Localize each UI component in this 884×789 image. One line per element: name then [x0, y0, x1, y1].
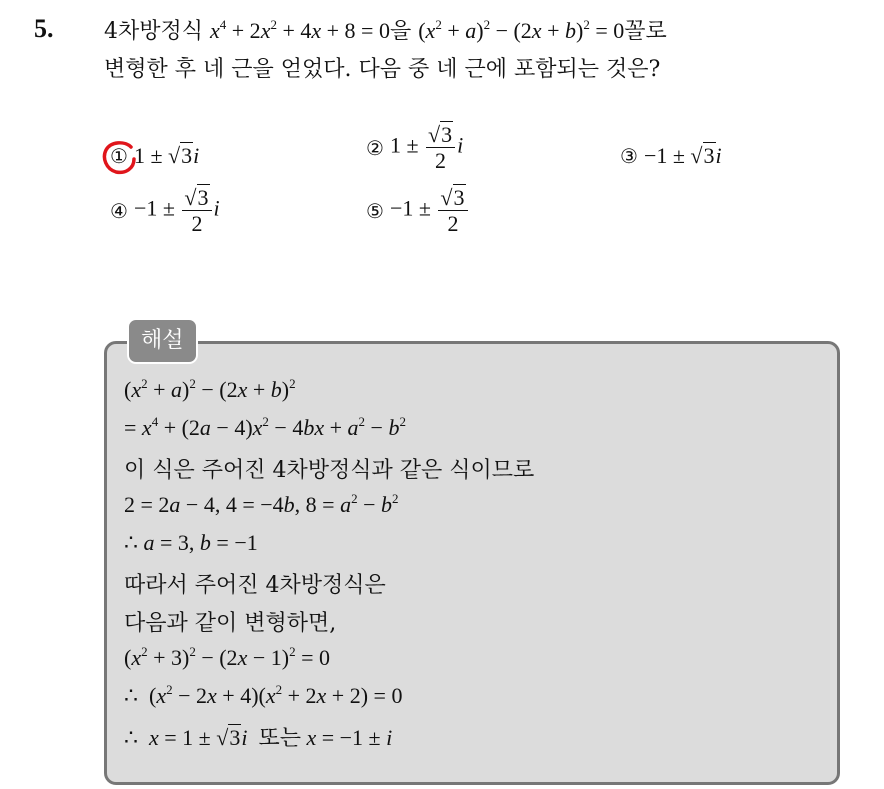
question-form: $(x^2 + a)^2 - (2x + b)^2 = 0$: [418, 17, 625, 43]
question-number: 5.: [34, 14, 54, 43]
option-5[interactable]: [366, 186, 470, 235]
solution-line-5: ∴ a = 3, b = −1: [124, 530, 258, 555]
option-1-mark: ①: [110, 144, 128, 168]
option-5-value: −1 ± $\frac{√3}{2}$: [390, 186, 470, 235]
option-5-mark: ⑤: [366, 198, 384, 223]
option-4[interactable]: [110, 186, 220, 235]
question-equation: $x^4 + 2x^2 + 4x + 8 = 0$: [210, 17, 390, 43]
option-4-mark: ④: [110, 198, 128, 223]
option-3[interactable]: [620, 143, 722, 169]
solution-line-4: 2 = 2a − 4, 4 = −4b, $8 = a^2 - b^2$: [124, 491, 399, 517]
option-1-value: 1 ± √3i: [133, 143, 200, 168]
solution-line-6: 따라서 주어진 4차방정식은: [124, 573, 386, 598]
solution-tag: 해설: [127, 318, 198, 364]
question-line1-mid: 을: [389, 19, 419, 44]
option-3-value: −1 ± √3i: [643, 143, 722, 168]
option-2-value: 1 ± $\frac{√3}{2}$ i: [389, 122, 464, 174]
option-1[interactable]: [110, 143, 199, 169]
solution-line-8: $(x^2 + 3)^2 - (2x - 1)^2 = 0$: [124, 644, 330, 670]
option-3-mark: ③: [620, 144, 638, 168]
solution-line-2: = $x^4 + (2a - 4)x^2 - 4bx + a^2 - b^2$: [124, 414, 406, 440]
solution-line-1: $(x^2 + a)^2 - (2x + b)^2$: [124, 376, 296, 402]
solution-line-7: 다음과 같이 변형하면,: [124, 611, 337, 636]
question-line1-post: 꼴로: [624, 19, 667, 44]
option-4-value: −1 ± $\frac{√3}{2}$ i: [133, 185, 220, 237]
solution-line-10: ∴ x = 1 ± √3i 또는 x = −1 ± i: [124, 725, 393, 751]
question-line1-pre-visible: 4차방정식: [104, 19, 210, 44]
solution-box: [104, 341, 840, 785]
option-2-mark: ②: [366, 135, 384, 160]
solution-line-3: 이 식은 주어진 4차방정식과 같은 식이므로: [124, 458, 535, 483]
question-line-2: 변형한 후 네 근을 얻었다. 다음 중 네 근에 포함되는 것은?: [104, 57, 661, 82]
option-2[interactable]: [366, 123, 463, 172]
question-line-1: [104, 14, 667, 45]
solution-line-9: ∴ $(x^2 - 2x + 4)(x^2 + 2x + 2) = 0$: [124, 682, 403, 708]
